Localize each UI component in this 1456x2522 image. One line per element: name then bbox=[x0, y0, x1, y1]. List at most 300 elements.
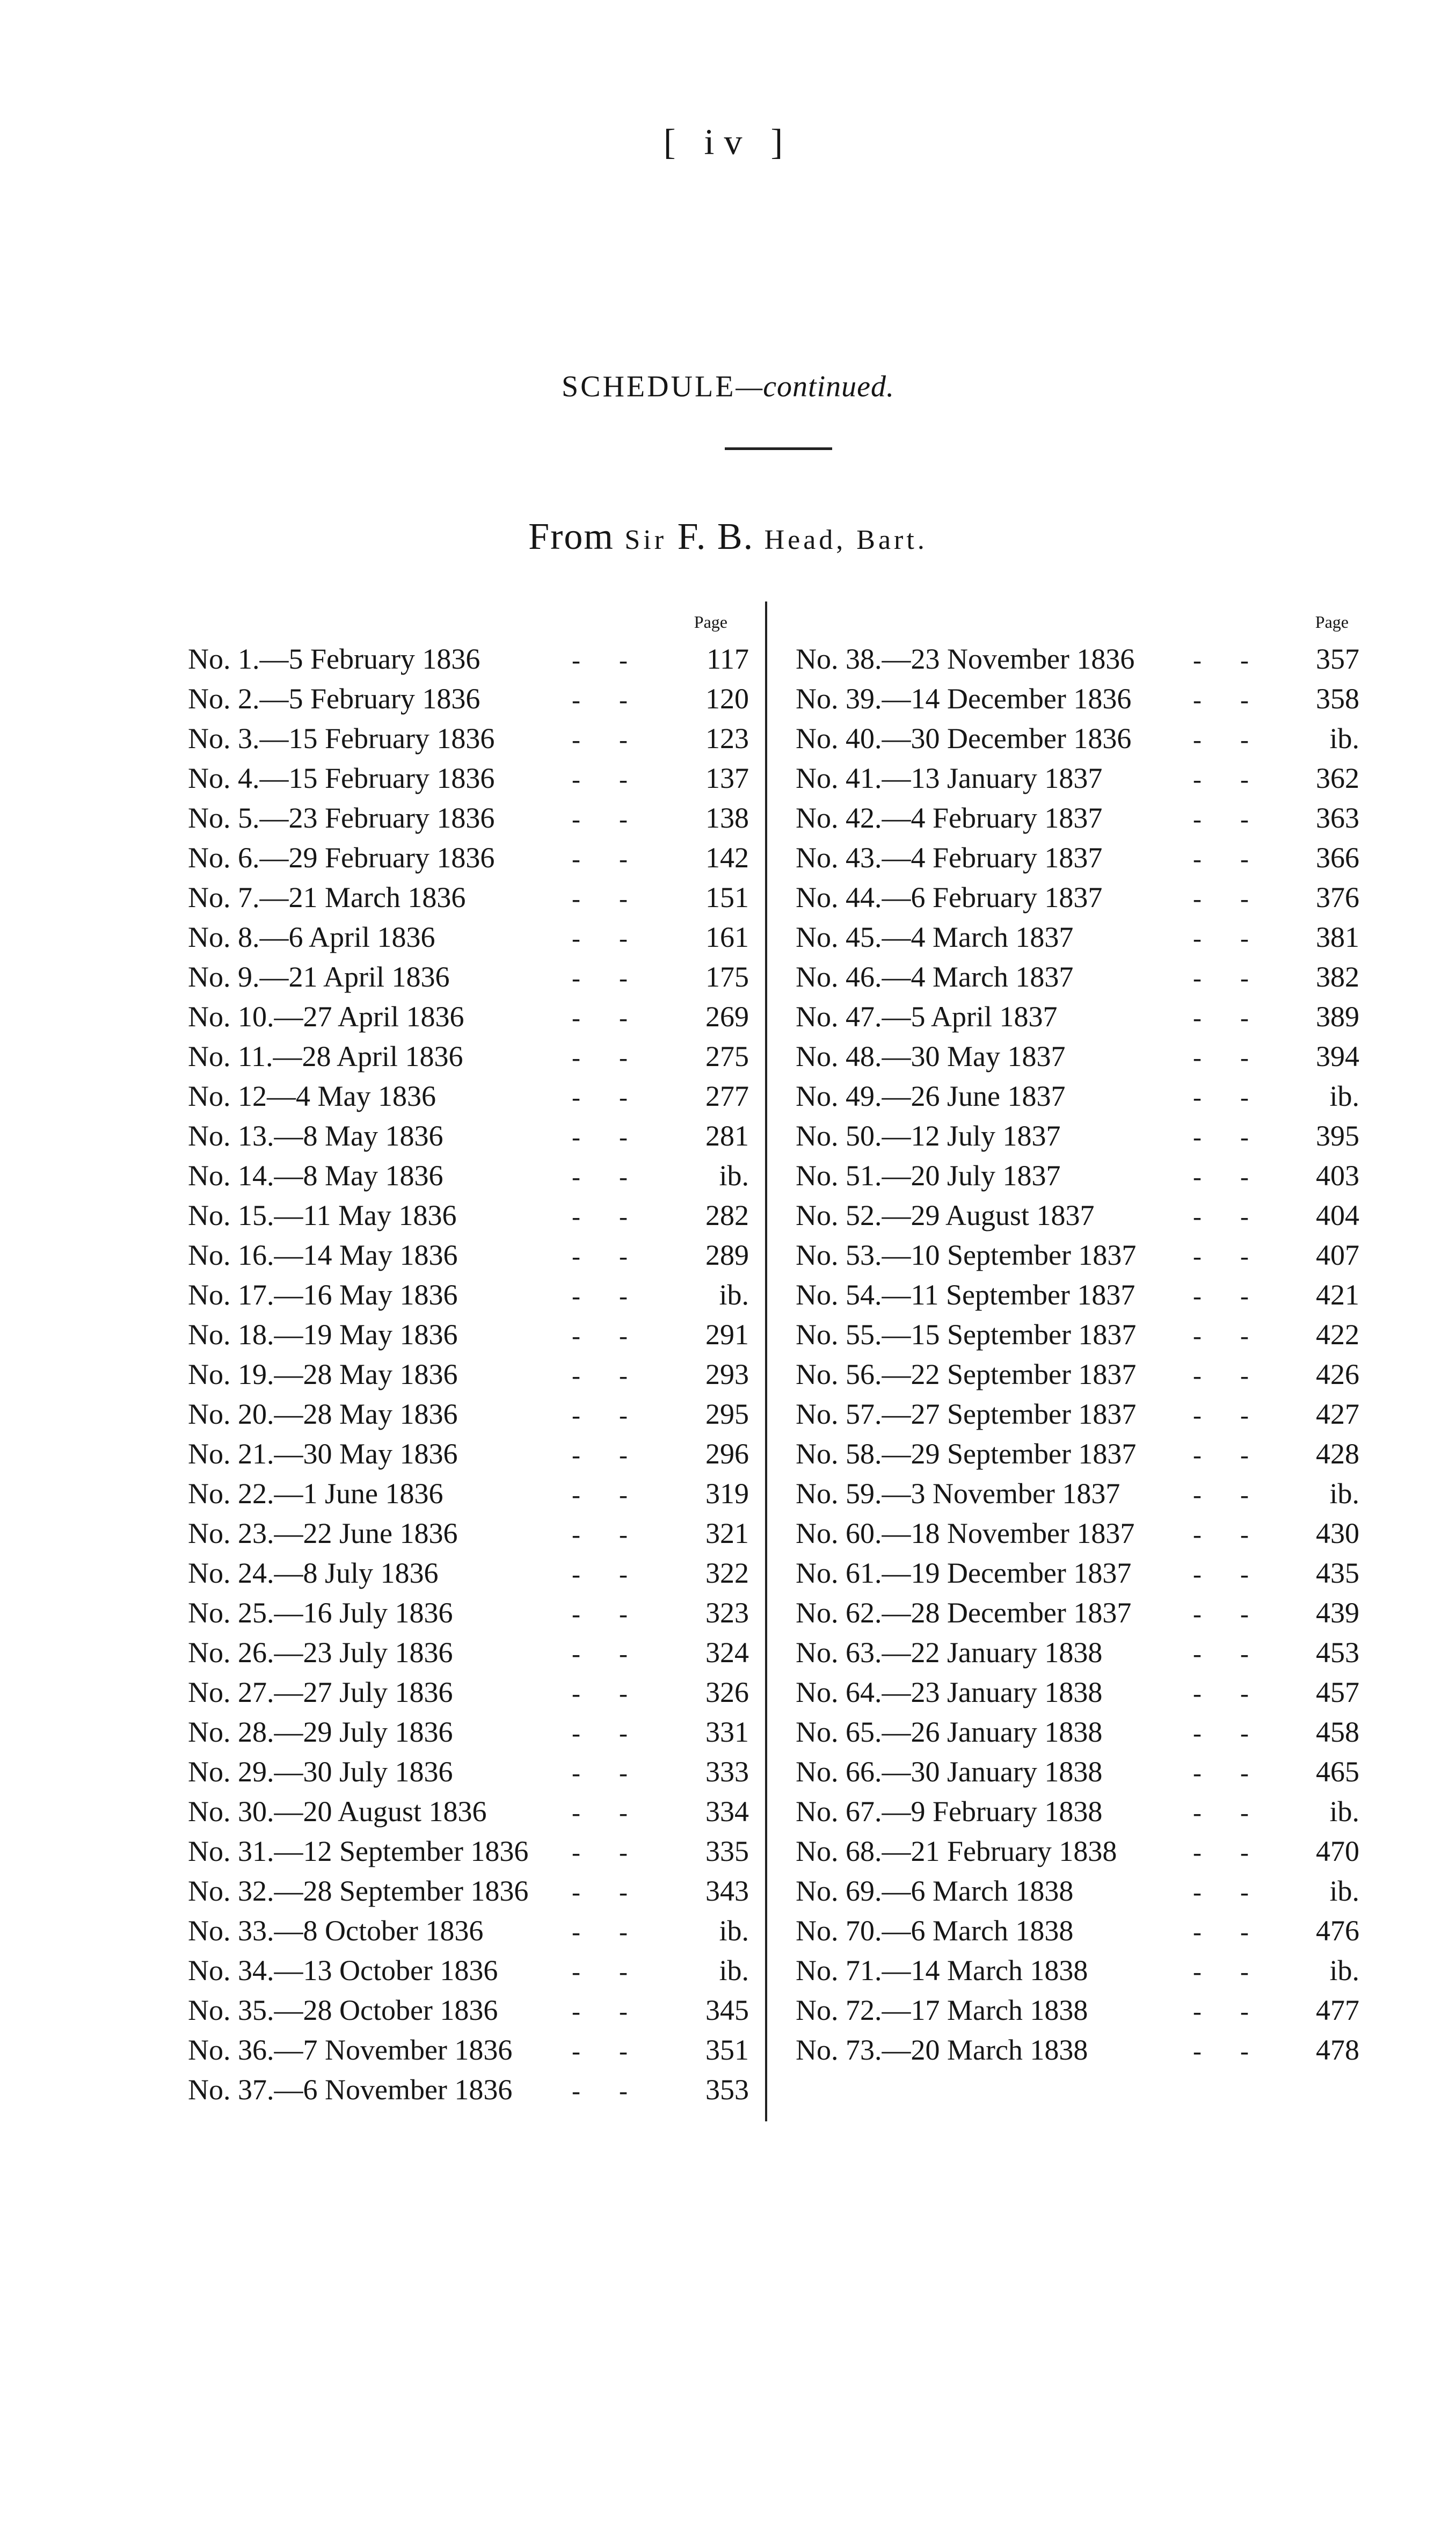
entry-page: 151 bbox=[705, 881, 749, 914]
schedule-entry bbox=[188, 1159, 749, 1199]
schedule-entry bbox=[796, 1874, 1359, 1914]
dash-leaders bbox=[550, 921, 658, 954]
schedule-entry bbox=[188, 1437, 749, 1477]
entry-label: No. 13.—8 May 1836 bbox=[188, 1120, 443, 1152]
dash-leaders bbox=[550, 1636, 658, 1669]
entry-label: No. 60.—18 November 1837 bbox=[796, 1517, 1135, 1549]
entry-page: 477 bbox=[1316, 1994, 1359, 2026]
schedule-entry bbox=[796, 1000, 1359, 1040]
entry-page: 404 bbox=[1316, 1199, 1359, 1231]
schedule-entry bbox=[796, 1079, 1359, 1119]
schedule-entry bbox=[796, 1556, 1359, 1596]
entry-label: No. 54.—11 September 1837 bbox=[796, 1279, 1135, 1311]
dash-leaders bbox=[1171, 1079, 1279, 1113]
schedule-entry bbox=[188, 1755, 749, 1795]
dash-leaders bbox=[550, 841, 658, 874]
schedule-entry bbox=[796, 1477, 1359, 1517]
entry-page: 439 bbox=[1316, 1597, 1359, 1629]
schedule-entry bbox=[796, 1715, 1359, 1755]
schedule-entry bbox=[796, 1596, 1359, 1636]
entry-label: No. 7.—21 March 1836 bbox=[188, 881, 466, 914]
entry-label: No. 14.—8 May 1836 bbox=[188, 1159, 443, 1192]
dash-leaders bbox=[1171, 1755, 1279, 1788]
dash-leaders bbox=[550, 2073, 658, 2106]
entry-label: No. 52.—29 August 1837 bbox=[796, 1199, 1095, 1231]
schedule-entry bbox=[796, 841, 1359, 881]
dash-leaders bbox=[550, 1954, 658, 1987]
entry-label: No. 10.—27 April 1836 bbox=[188, 1001, 464, 1033]
dash-leaders bbox=[1171, 722, 1279, 755]
entry-label: No. 28.—29 July 1836 bbox=[188, 1716, 453, 1748]
entry-page: 394 bbox=[1316, 1040, 1359, 1072]
entry-page: 323 bbox=[705, 1597, 749, 1629]
schedule-entry bbox=[188, 1835, 749, 1874]
entry-page: 142 bbox=[705, 842, 749, 874]
entry-page: 470 bbox=[1316, 1835, 1359, 1867]
entry-page: 457 bbox=[1316, 1676, 1359, 1708]
dash-leaders bbox=[1171, 1477, 1279, 1510]
dash-leaders bbox=[550, 1556, 658, 1590]
schedule-entry bbox=[796, 960, 1359, 1000]
entry-page: 353 bbox=[705, 2074, 749, 2106]
entry-label: No. 62.—28 December 1837 bbox=[796, 1597, 1132, 1629]
dash-leaders bbox=[550, 1040, 658, 1073]
entry-label: No. 26.—23 July 1836 bbox=[188, 1636, 453, 1669]
schedule-entry bbox=[796, 722, 1359, 762]
schedule-entry bbox=[796, 1636, 1359, 1676]
schedule-entry bbox=[796, 921, 1359, 960]
left-column bbox=[188, 612, 749, 2113]
entry-label: No. 61.—19 December 1837 bbox=[796, 1557, 1132, 1589]
dash-leaders bbox=[1171, 1835, 1279, 1868]
dash-leaders bbox=[550, 2033, 658, 2067]
schedule-entry bbox=[796, 801, 1359, 841]
schedule-entry bbox=[188, 1596, 749, 1636]
dash-leaders bbox=[1171, 1556, 1279, 1590]
dash-leaders bbox=[550, 801, 658, 835]
dash-leaders bbox=[1171, 1676, 1279, 1709]
dash-leaders bbox=[550, 1755, 658, 1788]
schedule-entry bbox=[188, 2073, 749, 2113]
entry-label: No. 32.—28 September 1836 bbox=[188, 1875, 529, 1907]
entry-page: 430 bbox=[1316, 1517, 1359, 1549]
entry-label: No. 20.—28 May 1836 bbox=[188, 1398, 458, 1430]
dash-leaders bbox=[550, 1437, 658, 1470]
dash-leaders bbox=[550, 1994, 658, 2027]
entry-page: 345 bbox=[705, 1994, 749, 2026]
entry-label: No. 41.—13 January 1837 bbox=[796, 762, 1103, 794]
entry-page: 324 bbox=[705, 1636, 749, 1669]
schedule-entry bbox=[796, 1954, 1359, 1994]
entry-label: No. 2.—5 February 1836 bbox=[188, 683, 481, 715]
entry-label: No. 1.—5 February 1836 bbox=[188, 643, 481, 675]
schedule-entry bbox=[188, 682, 749, 722]
entry-page: 407 bbox=[1316, 1239, 1359, 1271]
entry-page: 427 bbox=[1316, 1398, 1359, 1430]
entry-page: 376 bbox=[1316, 881, 1359, 914]
schedule-entry bbox=[796, 1795, 1359, 1835]
dash-leaders bbox=[550, 1715, 658, 1749]
schedule-entry bbox=[796, 1914, 1359, 1954]
entry-page: 161 bbox=[705, 921, 749, 953]
entry-page: 422 bbox=[1316, 1318, 1359, 1351]
schedule-entry bbox=[188, 1358, 749, 1397]
entry-label: No. 22.—1 June 1836 bbox=[188, 1477, 443, 1510]
dash-leaders bbox=[550, 1676, 658, 1709]
dash-leaders bbox=[1171, 960, 1279, 994]
schedule-entry bbox=[796, 1517, 1359, 1556]
schedule-entry bbox=[188, 1397, 749, 1437]
entry-label: No. 49.—26 June 1837 bbox=[796, 1080, 1066, 1112]
dash-leaders bbox=[550, 1159, 658, 1192]
dash-leaders bbox=[1171, 1517, 1279, 1550]
entry-page: ib. bbox=[719, 1954, 749, 1987]
dash-leaders bbox=[1171, 1199, 1279, 1232]
source-heading bbox=[0, 516, 1456, 559]
entry-label: No. 11.—28 April 1836 bbox=[188, 1040, 463, 1072]
dash-leaders bbox=[1171, 1636, 1279, 1669]
schedule-entry bbox=[188, 1874, 749, 1914]
dash-leaders bbox=[1171, 1278, 1279, 1311]
from-initials: F. B. bbox=[667, 516, 765, 557]
schedule-entry bbox=[188, 841, 749, 881]
entry-label: No. 50.—12 July 1837 bbox=[796, 1120, 1061, 1152]
entry-page: 351 bbox=[705, 2034, 749, 2066]
schedule-entry bbox=[188, 1199, 749, 1238]
dash-leaders bbox=[1171, 801, 1279, 835]
schedule-entry bbox=[188, 1715, 749, 1755]
schedule-entry bbox=[796, 1159, 1359, 1199]
entry-label: No. 34.—13 October 1836 bbox=[188, 1954, 498, 1987]
schedule-entry bbox=[188, 1079, 749, 1119]
entry-label: No. 35.—28 October 1836 bbox=[188, 1994, 498, 2026]
entry-label: No. 4.—15 February 1836 bbox=[188, 762, 495, 794]
entry-page: 389 bbox=[1316, 1001, 1359, 1033]
entry-label: No. 27.—27 July 1836 bbox=[188, 1676, 453, 1708]
schedule-entry bbox=[188, 642, 749, 682]
entry-page: ib. bbox=[719, 1159, 749, 1192]
entry-page: 117 bbox=[707, 643, 749, 675]
schedule-entry bbox=[188, 722, 749, 762]
entry-label: No. 72.—17 March 1838 bbox=[796, 1994, 1088, 2026]
entry-page: 358 bbox=[1316, 683, 1359, 715]
dash-leaders bbox=[1171, 1000, 1279, 1033]
dash-leaders bbox=[1171, 1318, 1279, 1351]
entry-page: ib. bbox=[1329, 1795, 1359, 1828]
entry-page: 326 bbox=[705, 1676, 749, 1708]
entry-page: 289 bbox=[705, 1239, 749, 1271]
dash-leaders bbox=[550, 1914, 658, 1947]
entry-page: ib. bbox=[1329, 1477, 1359, 1510]
right-column bbox=[796, 612, 1359, 2073]
entry-label: No. 6.—29 February 1836 bbox=[188, 842, 495, 874]
schedule-entry bbox=[796, 1397, 1359, 1437]
heading-rule bbox=[725, 447, 832, 450]
entry-page: 453 bbox=[1316, 1636, 1359, 1669]
entry-page: 335 bbox=[705, 1835, 749, 1867]
entry-page: 275 bbox=[705, 1040, 749, 1072]
entry-page: 282 bbox=[705, 1199, 749, 1231]
entry-label: No. 44.—6 February 1837 bbox=[796, 881, 1103, 914]
entry-label: No. 17.—16 May 1836 bbox=[188, 1279, 458, 1311]
schedule-entry bbox=[188, 1238, 749, 1278]
schedule-entry bbox=[188, 1795, 749, 1835]
entry-label: No. 30.—20 August 1836 bbox=[188, 1795, 487, 1828]
dash-leaders bbox=[1171, 642, 1279, 676]
entry-label: No. 58.—29 September 1837 bbox=[796, 1438, 1137, 1470]
entry-page: 366 bbox=[1316, 842, 1359, 874]
entry-label: No. 5.—23 February 1836 bbox=[188, 802, 495, 834]
entry-page: 334 bbox=[705, 1795, 749, 1828]
entry-label: No. 47.—5 April 1837 bbox=[796, 1001, 1058, 1033]
schedule-entry bbox=[796, 1358, 1359, 1397]
entry-label: No. 57.—27 September 1837 bbox=[796, 1398, 1137, 1430]
dash-leaders bbox=[1171, 1994, 1279, 2027]
schedule-entry bbox=[188, 1994, 749, 2033]
entry-label: No. 38.—23 November 1836 bbox=[796, 643, 1135, 675]
entry-page: 138 bbox=[705, 802, 749, 834]
schedule-entry bbox=[188, 1477, 749, 1517]
entry-label: No. 39.—14 December 1836 bbox=[796, 683, 1132, 715]
entry-page: 321 bbox=[705, 1517, 749, 1549]
dash-leaders bbox=[1171, 1914, 1279, 1947]
dash-leaders bbox=[1171, 1715, 1279, 1749]
entry-label: No. 55.—15 September 1837 bbox=[796, 1318, 1137, 1351]
entry-page: 296 bbox=[705, 1438, 749, 1470]
dash-leaders bbox=[1171, 1397, 1279, 1431]
dash-leaders bbox=[1171, 1795, 1279, 1828]
entry-page: 465 bbox=[1316, 1756, 1359, 1788]
entry-label: No. 71.—14 March 1838 bbox=[796, 1954, 1088, 1987]
entry-label: No. 46.—4 March 1837 bbox=[796, 961, 1074, 993]
entry-label: No. 59.—3 November 1837 bbox=[796, 1477, 1120, 1510]
entry-label: No. 18.—19 May 1836 bbox=[188, 1318, 458, 1351]
dash-leaders bbox=[550, 1199, 658, 1232]
column-divider bbox=[765, 601, 767, 2121]
entry-label: No. 51.—20 July 1837 bbox=[796, 1159, 1061, 1192]
dash-leaders bbox=[550, 1000, 658, 1033]
from-surname: Head, Bart. bbox=[764, 525, 928, 555]
dash-leaders bbox=[550, 1119, 658, 1153]
entry-label: No. 69.—6 March 1838 bbox=[796, 1875, 1074, 1907]
entry-page: ib. bbox=[1329, 722, 1359, 755]
entry-label: No. 31.—12 September 1836 bbox=[188, 1835, 529, 1867]
schedule-entry bbox=[796, 1119, 1359, 1159]
dash-leaders bbox=[550, 682, 658, 715]
dash-leaders bbox=[550, 1238, 658, 1272]
dash-leaders bbox=[550, 1079, 658, 1113]
entry-label: No. 16.—14 May 1836 bbox=[188, 1239, 458, 1271]
entry-page: 435 bbox=[1316, 1557, 1359, 1589]
schedule-entry bbox=[796, 1278, 1359, 1318]
entry-page: ib. bbox=[1329, 1875, 1359, 1907]
entry-page: 291 bbox=[705, 1318, 749, 1351]
entry-label: No. 23.—22 June 1836 bbox=[188, 1517, 458, 1549]
entry-label: No. 67.—9 February 1838 bbox=[796, 1795, 1103, 1828]
entry-label: No. 37.—6 November 1836 bbox=[188, 2074, 513, 2106]
entry-page: 123 bbox=[705, 722, 749, 755]
dash-leaders bbox=[1171, 1040, 1279, 1073]
dash-leaders bbox=[550, 1874, 658, 1908]
entry-page: 363 bbox=[1316, 802, 1359, 834]
entry-page: 120 bbox=[705, 683, 749, 715]
schedule-entry bbox=[796, 1040, 1359, 1079]
entry-page: ib. bbox=[719, 1915, 749, 1947]
dash-leaders bbox=[550, 881, 658, 914]
dash-leaders bbox=[1171, 1596, 1279, 1629]
entry-page: 428 bbox=[1316, 1438, 1359, 1470]
dash-leaders bbox=[1171, 1874, 1279, 1908]
entry-page: 269 bbox=[705, 1001, 749, 1033]
entry-page: 293 bbox=[705, 1358, 749, 1390]
entry-label: No. 45.—4 March 1837 bbox=[796, 921, 1074, 953]
schedule-entry bbox=[796, 2033, 1359, 2073]
dash-leaders bbox=[1171, 841, 1279, 874]
entry-page: 395 bbox=[1316, 1120, 1359, 1152]
entry-label: No. 53.—10 September 1837 bbox=[796, 1239, 1137, 1271]
schedule-entry bbox=[188, 762, 749, 801]
schedule-entry bbox=[188, 960, 749, 1000]
entry-label: No. 15.—11 May 1836 bbox=[188, 1199, 457, 1231]
schedule-entry bbox=[796, 1318, 1359, 1358]
entry-label: No. 8.—6 April 1836 bbox=[188, 921, 435, 953]
entry-page: 175 bbox=[705, 961, 749, 993]
entry-label: No. 48.—30 May 1837 bbox=[796, 1040, 1066, 1072]
entry-page: 357 bbox=[1316, 643, 1359, 675]
entry-page: 478 bbox=[1316, 2034, 1359, 2066]
schedule-entry bbox=[188, 1676, 749, 1715]
dash-leaders bbox=[1171, 1358, 1279, 1391]
dash-leaders bbox=[550, 642, 658, 676]
dash-leaders bbox=[550, 1517, 658, 1550]
entry-label: No. 21.—30 May 1836 bbox=[188, 1438, 458, 1470]
dash-leaders bbox=[550, 1835, 658, 1868]
dash-leaders bbox=[550, 960, 658, 994]
schedule-entry bbox=[796, 1994, 1359, 2033]
dash-leaders bbox=[550, 1358, 658, 1391]
schedule-entry bbox=[796, 762, 1359, 801]
schedule-entry bbox=[188, 1318, 749, 1358]
right-entry-list bbox=[796, 642, 1359, 2073]
entry-page: 476 bbox=[1316, 1915, 1359, 1947]
schedule-entry bbox=[188, 1556, 749, 1596]
entry-page: ib. bbox=[719, 1279, 749, 1311]
schedule-entry bbox=[796, 1238, 1359, 1278]
entry-page: 458 bbox=[1316, 1716, 1359, 1748]
entry-page: 277 bbox=[705, 1080, 749, 1112]
entry-page: 426 bbox=[1316, 1358, 1359, 1390]
schedule-entry bbox=[796, 1676, 1359, 1715]
schedule-entry bbox=[188, 1914, 749, 1954]
schedule-title: SCHEDULE bbox=[561, 370, 736, 403]
entry-label: No. 66.—30 January 1838 bbox=[796, 1756, 1103, 1788]
dash-leaders bbox=[1171, 881, 1279, 914]
dash-leaders bbox=[550, 1596, 658, 1629]
entry-label: No. 70.—6 March 1838 bbox=[796, 1915, 1074, 1947]
entry-page: 343 bbox=[705, 1875, 749, 1907]
entry-page: 295 bbox=[705, 1398, 749, 1430]
dash-leaders bbox=[1171, 1238, 1279, 1272]
dash-leaders bbox=[550, 1278, 658, 1311]
from-title: Sir bbox=[624, 525, 667, 555]
dash-leaders bbox=[550, 762, 658, 795]
entry-label: No. 65.—26 January 1838 bbox=[796, 1716, 1103, 1748]
entry-label: No. 43.—4 February 1837 bbox=[796, 842, 1103, 874]
entry-page: ib. bbox=[1329, 1080, 1359, 1112]
schedule-entry bbox=[188, 2033, 749, 2073]
entry-page: 319 bbox=[705, 1477, 749, 1510]
entry-label: No. 73.—20 March 1838 bbox=[796, 2034, 1088, 2066]
dash-leaders bbox=[1171, 682, 1279, 715]
entry-page: 403 bbox=[1316, 1159, 1359, 1192]
schedule-entry bbox=[188, 1040, 749, 1079]
entry-label: No. 36.—7 November 1836 bbox=[188, 2034, 513, 2066]
entry-label: No. 19.—28 May 1836 bbox=[188, 1358, 458, 1390]
entry-page: 382 bbox=[1316, 961, 1359, 993]
dash-leaders bbox=[1171, 2033, 1279, 2067]
entry-page: 421 bbox=[1316, 1279, 1359, 1311]
dash-leaders bbox=[550, 1795, 658, 1828]
schedule-entry bbox=[796, 881, 1359, 921]
entry-label: No. 29.—30 July 1836 bbox=[188, 1756, 453, 1788]
schedule-entry bbox=[188, 1278, 749, 1318]
schedule-entry bbox=[188, 1636, 749, 1676]
dash-leaders bbox=[1171, 1954, 1279, 1987]
entry-label: No. 56.—22 September 1837 bbox=[796, 1358, 1137, 1390]
dash-leaders bbox=[550, 722, 658, 755]
entry-page: 381 bbox=[1316, 921, 1359, 953]
entry-label: No. 42.—4 February 1837 bbox=[796, 802, 1103, 834]
entry-label: No. 24.—8 July 1836 bbox=[188, 1557, 439, 1589]
entry-label: No. 40.—30 December 1836 bbox=[796, 722, 1132, 755]
entry-label: No. 68.—21 February 1838 bbox=[796, 1835, 1117, 1867]
schedule-heading bbox=[0, 369, 1456, 404]
schedule-entry bbox=[188, 1000, 749, 1040]
schedule-entry bbox=[796, 642, 1359, 682]
from-prefix: From bbox=[528, 516, 625, 557]
entry-label: No. 3.—15 February 1836 bbox=[188, 722, 495, 755]
entry-label: No. 63.—22 January 1838 bbox=[796, 1636, 1103, 1669]
page-number: [ iv ] bbox=[663, 121, 793, 162]
entry-page: 362 bbox=[1316, 762, 1359, 794]
dash-leaders bbox=[1171, 1119, 1279, 1153]
schedule-entry bbox=[188, 1119, 749, 1159]
entry-page: ib. bbox=[1329, 1954, 1359, 1987]
schedule-entry bbox=[188, 921, 749, 960]
page-column-header: Page bbox=[694, 612, 727, 632]
schedule-entry bbox=[188, 881, 749, 921]
dash-leaders bbox=[1171, 921, 1279, 954]
schedule-continued: —continued. bbox=[736, 370, 895, 403]
schedule-entry bbox=[796, 1199, 1359, 1238]
entry-label: No. 9.—21 April 1836 bbox=[188, 961, 450, 993]
entry-label: No. 12—4 May 1836 bbox=[188, 1080, 436, 1112]
entry-page: 137 bbox=[705, 762, 749, 794]
left-entry-list bbox=[188, 642, 749, 2113]
dash-leaders bbox=[1171, 762, 1279, 795]
schedule-entry bbox=[796, 1835, 1359, 1874]
schedule-entry bbox=[188, 1954, 749, 1994]
entry-page: 331 bbox=[705, 1716, 749, 1748]
schedule-entry bbox=[796, 682, 1359, 722]
entry-label: No. 64.—23 January 1838 bbox=[796, 1676, 1103, 1708]
entry-label: No. 25.—16 July 1836 bbox=[188, 1597, 453, 1629]
schedule-entry bbox=[796, 1437, 1359, 1477]
entry-page: 333 bbox=[705, 1756, 749, 1788]
schedule-entry bbox=[188, 801, 749, 841]
entry-page: 281 bbox=[705, 1120, 749, 1152]
entry-label: No. 33.—8 October 1836 bbox=[188, 1915, 484, 1947]
